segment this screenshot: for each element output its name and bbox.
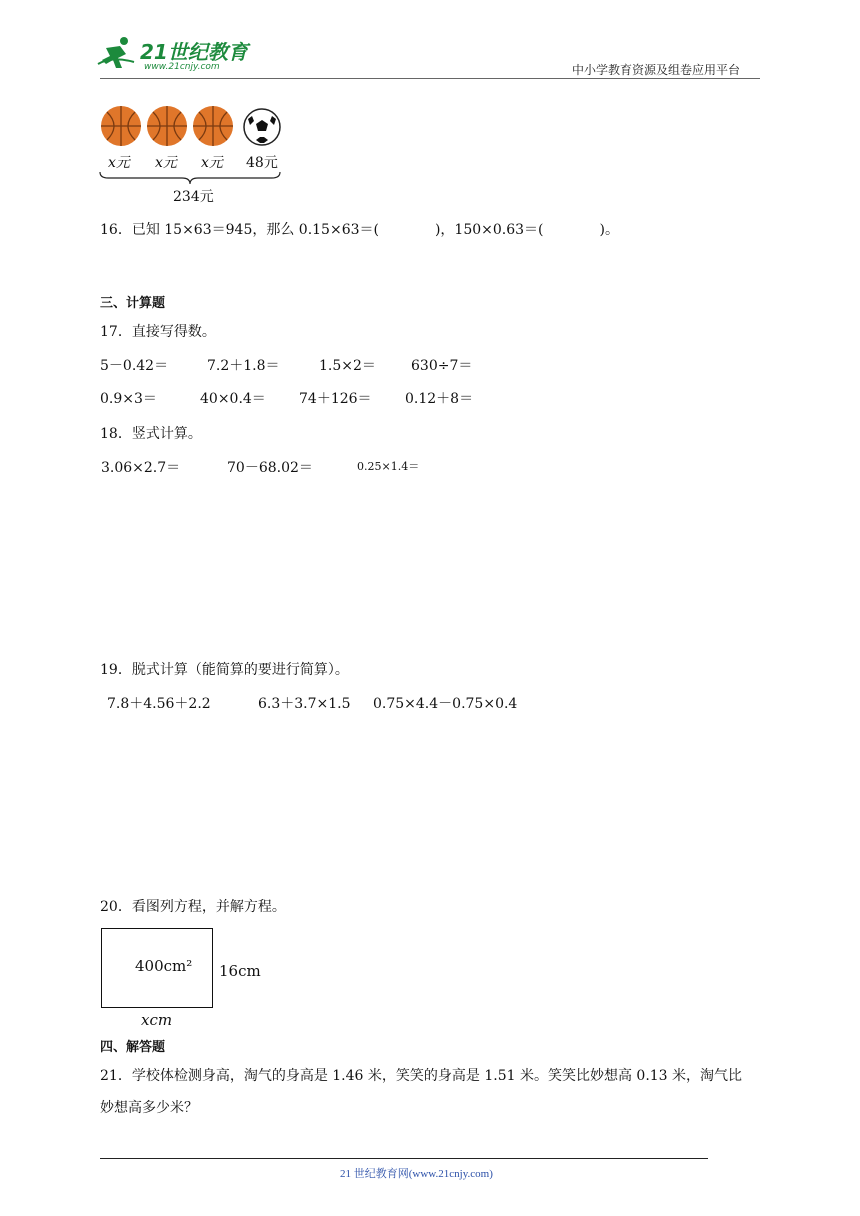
logo-title: 21世纪教育 xyxy=(140,40,248,64)
brace-icon xyxy=(98,170,282,186)
ball-price-label: x元 xyxy=(201,155,223,171)
rectangle-width-label: xcm xyxy=(141,1011,173,1029)
footer-link[interactable]: 21 世纪教育网(www.21cnjy.com) xyxy=(340,1168,493,1180)
ball-price-label: x元 xyxy=(155,155,177,171)
calc-item: 40×0.4＝ xyxy=(200,391,266,407)
footer-divider xyxy=(100,1158,708,1159)
calc-item: 1.5×2＝ xyxy=(319,358,376,374)
basketball-icon xyxy=(191,104,235,148)
vertical-calc-item: 0.25×1.4＝ xyxy=(357,460,420,473)
ball-price-label: 48元 xyxy=(246,155,278,171)
basketball-icon xyxy=(99,104,143,148)
question-21-line-1: 21．学校体检测身高，淘气的身高是 1.46 米，笑笑的身高是 1.51 米。笑笑比妙想高 0.13 米，淘气比 xyxy=(100,1068,743,1084)
runner-logo-icon xyxy=(96,34,136,74)
section-3-title: 三、计算题 xyxy=(100,296,166,311)
ball-price-label: x元 xyxy=(108,155,130,171)
question-17-title: 17．直接写得数。 xyxy=(100,324,216,340)
basketball-icon xyxy=(145,104,189,148)
step-calc-item: 7.8＋4.56＋2.2 xyxy=(107,696,211,712)
calc-item: 0.9×3＝ xyxy=(100,391,157,407)
header-logo xyxy=(96,34,256,74)
question-18-title: 18．竖式计算。 xyxy=(100,426,202,442)
question-16: 16．已知 15×63＝945，那么 0.15×63＝( )，150×0.63＝( )。 xyxy=(100,222,619,238)
rectangle-area-label: 400cm² xyxy=(135,957,193,975)
section-4-title: 四、解答题 xyxy=(100,1040,166,1055)
calc-item: 7.2＋1.8＝ xyxy=(207,358,280,374)
calc-item: 0.12＋8＝ xyxy=(405,391,474,407)
step-calc-item: 0.75×4.4－0.75×0.4 xyxy=(373,696,518,712)
vertical-calc-item: 3.06×2.7＝ xyxy=(101,460,181,476)
rectangle-height-label: 16cm xyxy=(219,962,261,980)
calc-item: 5－0.42＝ xyxy=(100,358,169,374)
logo-url: www.21cnjy.com xyxy=(144,62,220,72)
question-19-title: 19．脱式计算（能简算的要进行简算）。 xyxy=(100,662,349,678)
total-price-label: 234元 xyxy=(173,189,214,205)
vertical-calc-item: 70－68.02＝ xyxy=(227,460,313,476)
question-21-line-2: 妙想高多少米？ xyxy=(100,1100,198,1116)
calc-item: 74＋126＝ xyxy=(299,391,372,407)
header-divider xyxy=(100,78,760,79)
balls-figure xyxy=(98,104,288,204)
header-right-text: 中小学教育资源及组卷应用平台 xyxy=(572,63,741,77)
calc-item: 630÷7＝ xyxy=(411,358,473,374)
question-20-title: 20．看图列方程，并解方程。 xyxy=(100,899,286,915)
step-calc-item: 6.3＋3.7×1.5 xyxy=(258,696,351,712)
soccer-ball-icon xyxy=(242,107,282,147)
